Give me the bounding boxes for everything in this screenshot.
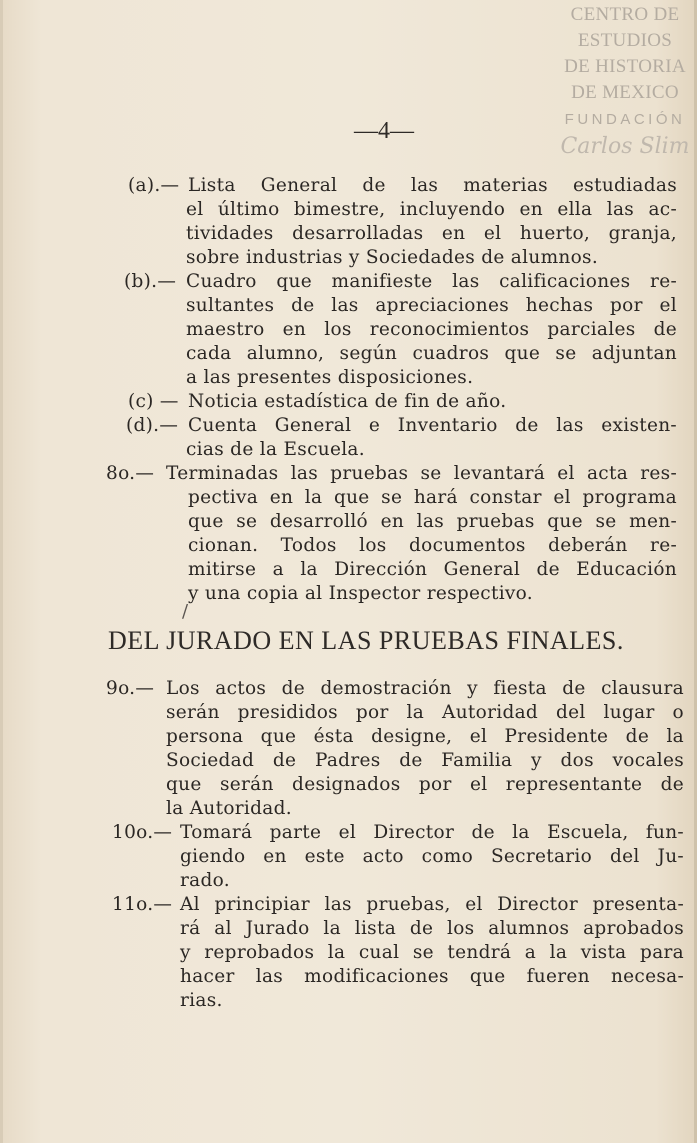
item-label: (b).— [124,271,177,292]
article-label: 11o.— [112,894,173,915]
page-number: —4— [354,118,414,144]
page-edge-left [0,0,3,1143]
text-line: Lista General de las materias estudiadas [188,175,677,196]
section-heading: DEL JURADO EN LAS PRUEBAS FINALES. [108,626,624,655]
text-line: Tomará parte el Director de la Escuela, fun- [180,822,684,843]
text-line: Sociedad de Padres de Familia y dos vocales [166,750,684,771]
text-line: Cuenta General e Inventario de las existen- [188,415,677,436]
article-label: 10o.— [112,822,173,843]
text-line: cias de la Escuela. [186,439,365,460]
text-line: el último bimestre, incluyendo en ella las ac- [186,199,677,220]
text-line: rá al Jurado la lista de los alumnos aprobados [180,918,684,939]
text-line: Terminadas las pruebas se levantará el acta res- [166,463,677,484]
text-line: Los actos de demostración y fiesta de clausura [166,678,684,699]
text-line: persona que ésta designe, el Presidente de la [166,726,684,747]
text-line: tividades desarrolladas en el huerto, granja, [186,223,677,244]
stamp-line: DE HISTORIA [564,56,686,77]
item-label: (d).— [126,415,179,436]
item-label: (c) — [128,391,179,412]
stamp-line: DE MEXICO [571,82,679,103]
text-line: sobre industrias y Sociedades de alumnos. [186,247,599,268]
text-line: y una copia al Inspector respectivo. [188,583,533,604]
stamp-line: ESTUDIOS [577,30,673,51]
text-line: que serán designados por el representante de [166,774,684,795]
article-label: 9o.— [106,678,155,699]
text-line: sultantes de las apreciaciones hechas por el [186,295,677,316]
item-label: (a).— [128,175,180,196]
text-line: y reprobados la cual se tendrá a la vista para [180,942,684,963]
text-line: serán presididos por la Autoridad del lugar o [166,702,684,723]
stamp-signature: Carlos Slim [560,134,690,159]
text-line: maestro en los reconocimientos parciales de [186,319,677,340]
stamp-foundation: FUNDACIÓN [564,111,686,128]
text-line: hacer las modificaciones que fueren necesa- [180,966,684,987]
text-line: cionan. Todos los documentos deberán re- [188,535,677,556]
text-line: a las presentes disposiciones. [186,367,474,388]
text-line: rado. [180,870,230,891]
text-line: Noticia estadística de fin de año. [188,391,507,412]
text-line: Cuadro que manifieste las calificaciones re- [186,271,677,292]
stamp-line: CENTRO DE [570,4,680,25]
text-line: Al principiar las pruebas, el Director presenta- [180,894,684,915]
text-line: mitirse a la Dirección General de Educación [188,559,677,580]
text-line: que se desarrolló en las pruebas que se men- [188,511,677,532]
text-line: pectiva en la que se hará constar el programa [188,487,677,508]
text-line: cada alumno, según cuadros que se adjuntan [186,343,677,364]
text-line: la Autoridad. [166,798,292,819]
item-label: 8o.— [106,463,155,484]
text-line: giendo en este acto como Secretario del Ju- [180,846,684,867]
text-line: rias. [180,990,223,1011]
archive-stamp [553,2,697,159]
margin-mark: / [182,601,189,622]
